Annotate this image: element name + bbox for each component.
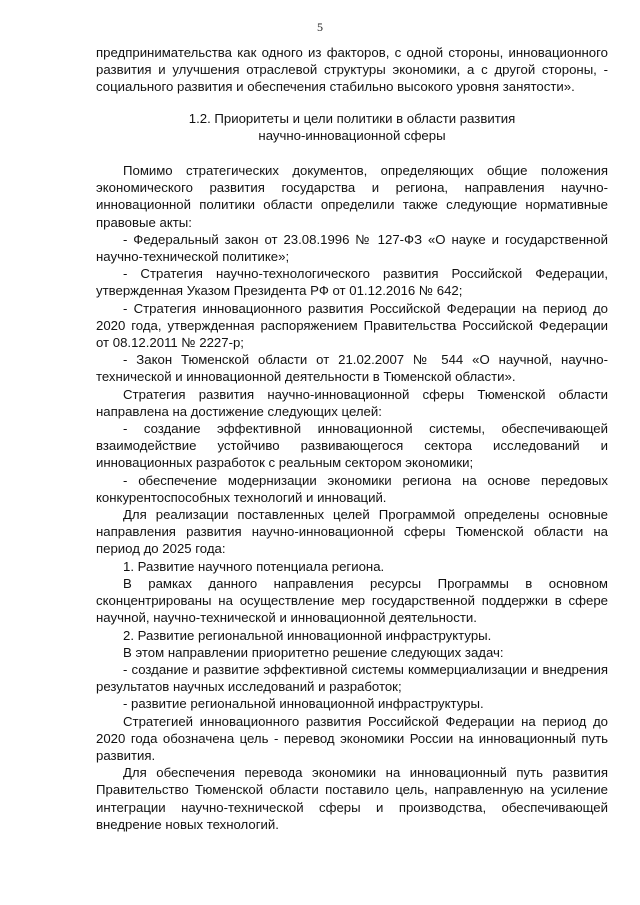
intro-paragraph: предпринимательства как одного из факторов, с одной стороны, инновационного развития и улучшения отраслевой структуры экономики, а с другой стороны, - социального развития и обеспечения стабильно высокого уровня занятости». xyxy=(96,45,608,95)
document-body xyxy=(96,44,608,833)
section-heading-line-1: 1.2. Приоритеты и цели политики в области развития xyxy=(188,110,516,126)
section-heading xyxy=(96,110,608,144)
paragraph: Стратегия развития научно-инновационной сферы Тюменской области направлена на достижение следующих целей: xyxy=(96,386,608,419)
paragraph: Стратегией инновационного развития Российской Федерации на период до 2020 года обозначена цель - перевод экономики России на инновационный путь развития. xyxy=(96,713,608,763)
list-item: 1. Развитие научного потенциала региона. xyxy=(123,558,385,574)
section-heading-line-2: научно-инновационной сферы xyxy=(258,127,446,143)
paragraph: В этом направлении приоритетно решение следующих задач: xyxy=(123,644,504,660)
paragraph: Для реализации поставленных целей Программой определены основные направления развития научно-инновационной сферы Тюменской области на период до 2025 года: xyxy=(96,507,608,557)
page-number: 5 xyxy=(317,20,323,34)
paragraph: Для обеспечения перевода экономики на инновационный путь развития Правительство Тюменской области поставило цель, направленную на усиление интеграции научно-технической сферы и производства, обеспечивающей внедрение новых технологий. xyxy=(96,765,608,832)
paragraph: В рамках данного направления ресурсы Программы в основном сконцентрированы на осуществление мер государственной поддержки в сфере научной, научно-технической и инновационной деятельности. xyxy=(96,575,608,626)
list-item: - Стратегия инновационного развития Российской Федерации на период до 2020 года, утвержденная распоряжением Правительства Российской Федерации от 08.12.2011 № 2227-р; xyxy=(96,300,608,351)
list-item: - развитие региональной инновационной инфраструктуры. xyxy=(123,696,484,712)
list-item: - создание эффективной инновационной системы, обеспечивающей взаимодействие устойчиво развивающегося сектора исследований и инновационных разработок с реальным сектором экономики; xyxy=(96,421,608,471)
list-item: - создание и развитие эффективной системы коммерциализации и внедрения результатов научных исследований и разработок; xyxy=(96,661,608,695)
paragraph: Помимо стратегических документов, определяющих общие положения экономического развития государства и региона, направления научно-инновационной политики области определили также следующие нормативные правовые акты: xyxy=(96,163,608,230)
list-item: - Федеральный закон от 23.08.1996 № 127-ФЗ «О науке и государственной научно-технической политике»; xyxy=(96,231,608,265)
list-item: 2. Развитие региональной инновационной инфраструктуры. xyxy=(123,627,492,643)
list-item: - Стратегия научно-технологического развития Российской Федерации, утвержденная Указом Президента РФ от 01.12.2016 № 642; xyxy=(96,266,608,299)
list-item: - обеспечение модернизации экономики региона на основе передовых конкурентоспособных технологий и инноваций. xyxy=(96,472,608,505)
list-item: - Закон Тюменской области от 21.02.2007 № 544 «О научной, научно-технической и инновационной деятельности в Тюменской области». xyxy=(96,352,608,385)
